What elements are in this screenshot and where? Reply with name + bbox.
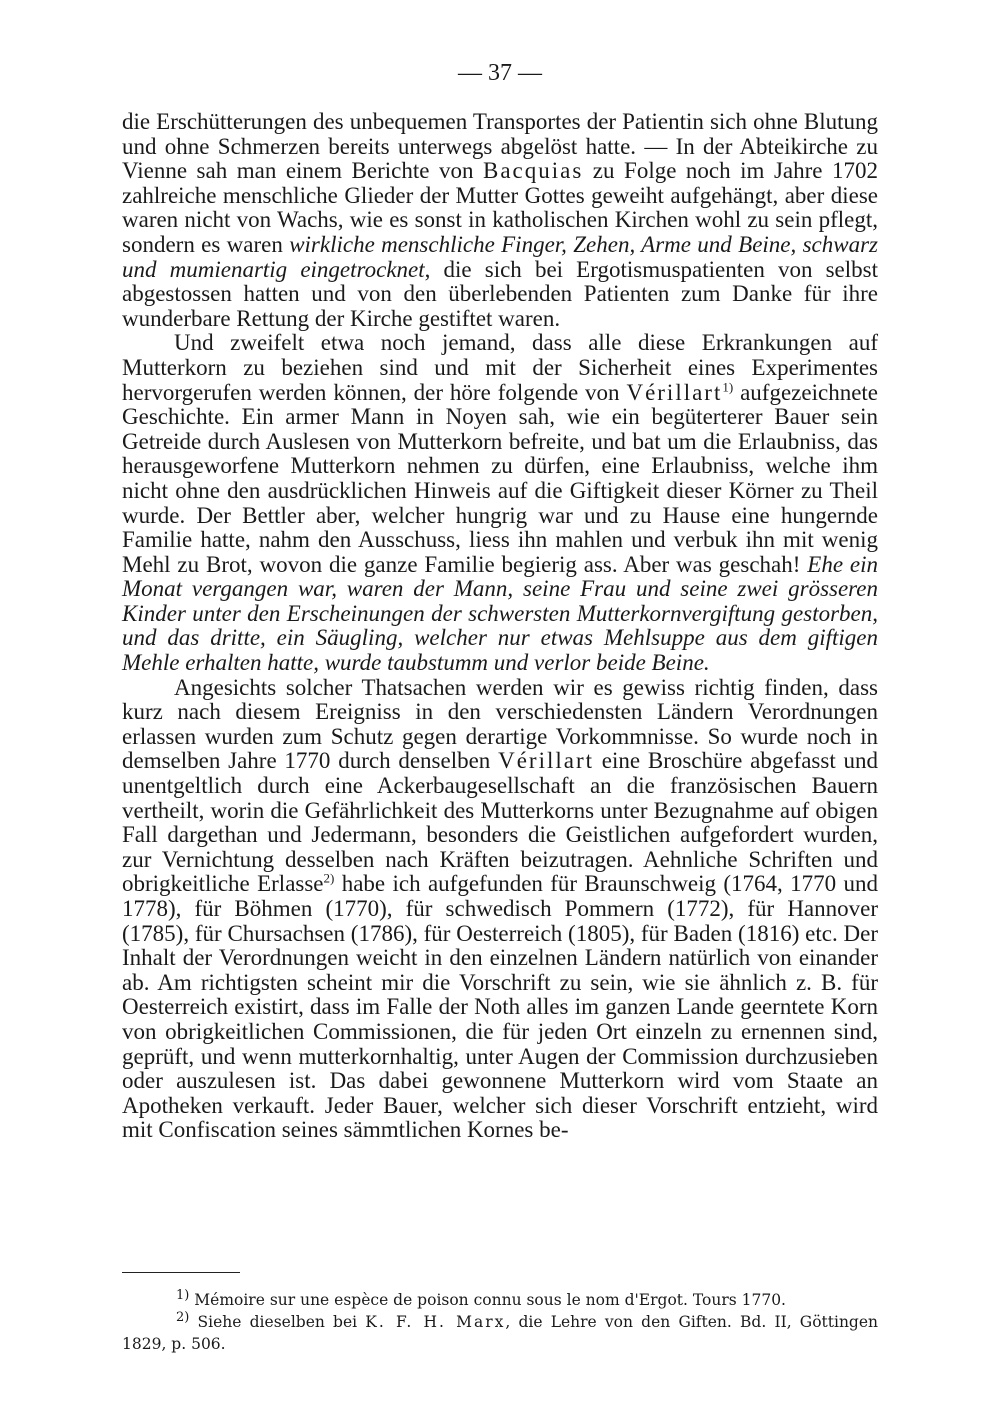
text-run: Und zweifelt etwa noch jemand, dass alle diese Erkrankungen auf Mutterkorn zu beziehen sind und mit der Sicherheit eines Experimentes hervorgerufen werden können, der höre folgende von xyxy=(122,330,878,405)
text-run: die Erschütterungen des unbequemen Transportes der Patientin sich ohne Blutung und ohne Schmerzen bereits unterwegs abgelöst hatte. — In der Abteikirche zu Vienne sah man einem Berichte von xyxy=(122,109,878,184)
text-run: , die sich bei Ergotismuspatienten von selbst abgestossen hatten und von den überlebenden Patienten zum Danke für ihre wunderbare Rettung der Kirche gestiftet waren. xyxy=(122,256,878,331)
author-name: Vérillart xyxy=(498,748,594,774)
paragraph-1 xyxy=(122,110,878,331)
footnote-text: Mémoire sur une espèce de poison connu sous le nom d'Ergot. Tours 1770. xyxy=(194,1291,786,1309)
body-text xyxy=(122,110,878,1143)
page-number: — 37 — xyxy=(458,60,542,86)
paragraph-2 xyxy=(122,331,878,675)
footnote-text: Siehe dieselben bei xyxy=(197,1313,366,1331)
footnote-2 xyxy=(122,1311,878,1355)
italic-emphasis: wirkliche menschliche Finger, Zehen, Arme und Beine, schwarz und mumienartig eingetrocknet xyxy=(122,231,878,282)
text-run: eine Broschüre abgefasst und unentgeltlich durch eine Ackerbaugesellschaft an die französischen Bauern vertheilt, worin die Gefährlichkeit des Mutterkorns unter Bezugnahme auf obigen Fall dargethan und Jedermann, besonders die Geistlichen aufgefordert wurden, zur Vernichtung desselben nach Kräften beizutragen. Aehnliche Schriften und obrigkeitliche Erlasse xyxy=(122,748,879,897)
footnote-1 xyxy=(122,1289,878,1311)
footnotes xyxy=(122,1289,878,1355)
footnote-ref-1[interactable]: 1) xyxy=(722,378,734,394)
footnote-mark: 1) xyxy=(176,1287,190,1303)
text-run: Angesichts solcher Thatsachen werden wir es gewiss richtig finden, dass kurz nach diesem Ereigniss in den verschiedensten Ländern Verordnungen erlassen wurden zum Schutz gegen derartige Vorkommnisse. So wurde noch in demselben Jahre 1770 durch denselben xyxy=(122,674,878,774)
author-name: Bacquias xyxy=(482,158,584,184)
author-name: Vérillart xyxy=(626,379,723,405)
text-run: habe ich aufgefunden für Braunschweig (1764, 1770 und 1778), für Böhmen (1770), für schwedisch Pommern (1772), für Hannover (1785), für Chursachsen (1786), für Oesterreich (1805), für Baden (1816) etc. Der Inhalt der Verordnungen weicht in den einzelnen Ländern natürlich von einander ab. Am richtigsten scheint mir die Vorschrift zu sein, wie sie ähnlich z. B. für Oesterreich existirt, dass im Falle der Noth alles im ganzen Lande geerntete Korn von obrigkeitlichen Commissionen, die für jeden Ort einzeln zu ernennen sind, geprüft, und wenn mutterkornhaltig, unter Augen der Commission durchzusieben oder auszulesen ist. Das dabei gewonnene Mutterkorn wird vom Staate an Apotheken verkauft. Jeder Bauer, welcher sich dieser Vorschrift entzieht, wird mit Confiscation seines sämmtlichen Kornes be- xyxy=(122,871,878,1143)
italic-emphasis: Ehe ein Monat vergangen war, waren der Mann, seine Frau und seine zwei grösseren Kinder unter den Erscheinungen der schwersten Mutterkornvergiftung gestorben, und das dritte, ein Säugling, welcher nur etwas Mehlsuppe aus dem giftigen Mehle erhalten hatte, wurde taubstumm und verlor beide Beine. xyxy=(122,551,878,676)
footnote-text: , die Lehre von den Giften. Bd. II, Göttingen 1829, p. 506. xyxy=(122,1313,878,1353)
footnote-divider xyxy=(122,1272,240,1273)
paragraph-3 xyxy=(122,676,878,1143)
author-name: K. F. H. Marx xyxy=(365,1313,506,1331)
text-run: zu Folge noch im Jahre 1702 zahlreiche menschliche Glieder der Mutter Gottes geweiht aufgehängt, aber diese waren nicht von Wachs, wie es sonst in katholischen Kirchen wohl zu sein pflegt, sondern es waren xyxy=(122,158,878,257)
footnote-mark: 2) xyxy=(176,1309,190,1325)
footnote-ref-2[interactable]: 2) xyxy=(323,870,335,886)
text-run: aufgezeichnete Geschichte. Ein armer Mann in Noyen sah, wie ein begüterterer Bauer sein Getreide durch Auslesen von Mutterkorn befreite, und bat um die Erlaubniss, das herausgeworfene Mutterkorn nehmen zu dürfen, eine Erlaubniss, welche ihm nicht ohne den ausdrücklichen Hinweis auf die Giftigkeit dieser Körner zu Theil wurde. Der Bettler aber, welcher hungrig war und zu Hause eine hungernde Familie hatte, nahm den Ausschuss, liess ihn mahlen und verbuk ihn mit wenig Mehl zu Brot, wovon die ganze Familie begierig ass. Aber was geschah! xyxy=(122,379,878,577)
